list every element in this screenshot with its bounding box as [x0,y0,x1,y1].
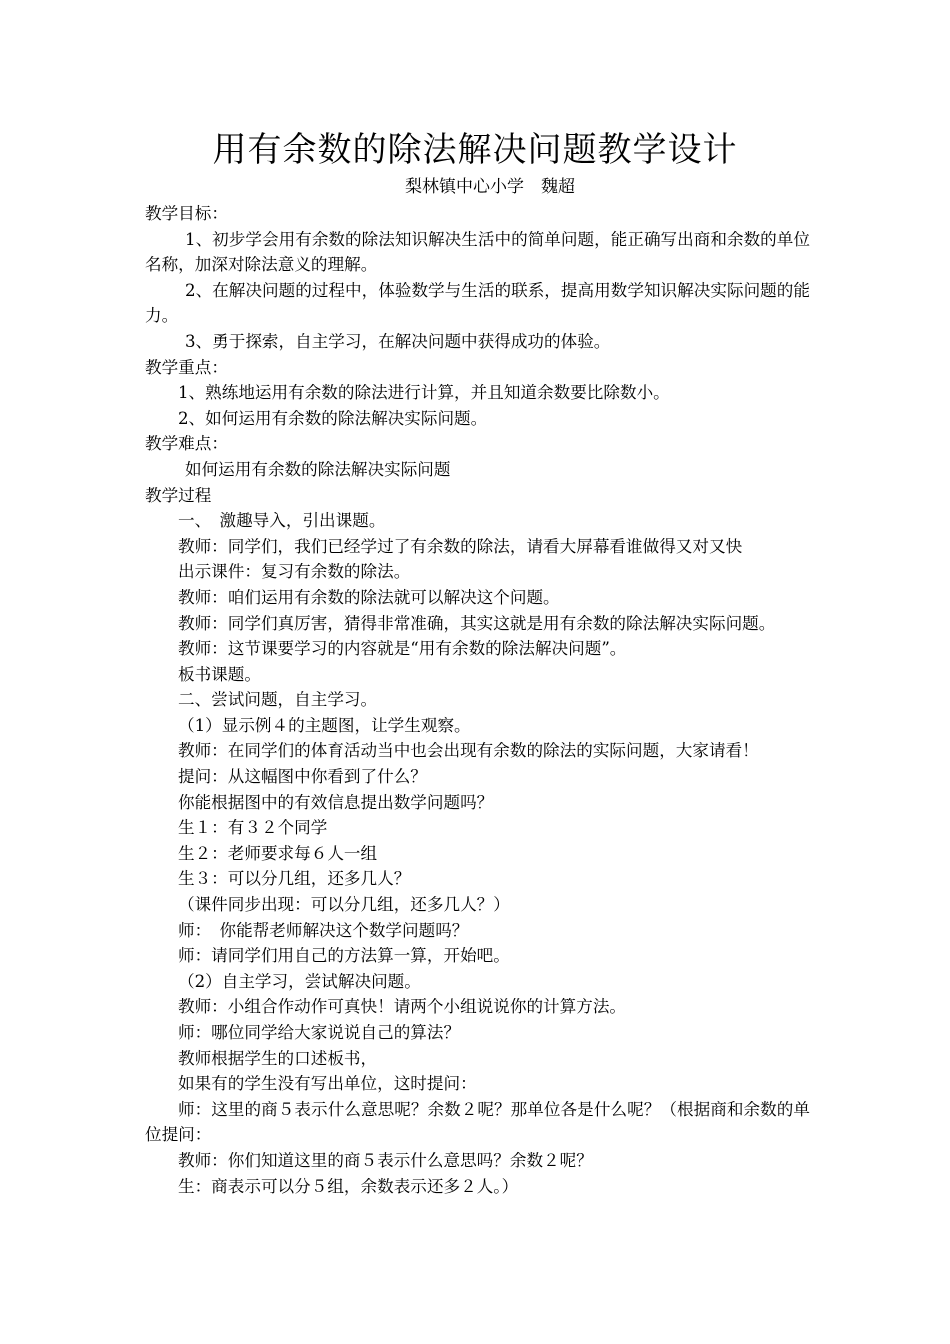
objective-2: 2、在解决问题的过程中，体验数学与生活的联系，提高用数学知识解决实际问题的能力。 [145,280,810,326]
process-line: 你能根据图中的有效信息提出数学问题吗？ [178,792,494,812]
document-body [145,201,810,1199]
process-line: 师：哪位同学给大家说说自己的算法？ [178,1023,461,1042]
process-line: 生１：有３２个同学 [178,818,328,838]
process-line: （2）自主学习，尝试解决问题。 [178,971,421,991]
process-heading: 教学过程 [145,485,212,505]
process-line: 一、 激趣导入，引出课题。 [178,511,386,531]
process-line: （课件同步出现：可以分几组，还多几人？） [178,895,510,915]
process-line: 教师：同学们真厉害，猜得非常准确，其实这就是用有余数的除法解决实际问题。 [178,613,776,633]
process-line: 出示课件：复习有余数的除法。 [178,562,411,582]
process-line: 生：商表示可以分５组，余数表示还多２人。） [178,1176,519,1196]
process-line: 教师：你们知道这里的商５表示什么意思吗？余数２呢？ [178,1150,593,1170]
process-line: 生３：可以分几组，还多几人？ [178,869,411,889]
objective-1: 1、初步学会用有余数的除法知识解决生活中的简单问题，能正确写出商和余数的单位名称，加深对除法意义的理解。 [145,229,810,275]
objectives-heading: 教学目标： [145,204,228,223]
process-line: 教师：咱们运用有余数的除法就可以解决这个问题。 [178,587,560,607]
process-line: 师：这里的商５表示什么意思呢？余数２呢？那单位各是什么呢？（根据商和余数的单位提问： [145,1099,810,1145]
process-line: 教师：在同学们的体育活动当中也会出现有余数的除法的实际问题，大家请看！ [178,741,759,761]
process-line: 教师：小组合作动作可真快！请两个小组说说你的计算方法。 [178,997,627,1017]
difficulty-text: 如何运用有余数的除法解决实际问题 [185,459,451,479]
process-line: 生２：老师要求每６人一组 [178,843,378,863]
key-point-1: 1、熟练地运用有余数的除法进行计算，并且知道余数要比除数小。 [178,383,670,403]
document-title: 用有余数的除法解决问题教学设计 [212,130,738,170]
process-line: 提问：从这幅图中你看到了什么？ [178,767,427,787]
key-points-heading: 教学重点： [145,357,228,377]
process-line: 教师：这节课要学习的内容就是“用有余数的除法解决问题”。 [178,639,627,659]
process-line: （1）显示例４的主题图，让学生观察。 [178,715,471,735]
key-point-2: 2、如何运用有余数的除法解决实际问题。 [178,408,488,428]
document-author: 梨林镇中心小学 魏超 [405,177,575,197]
process-line: 师：请同学们用自己的方法算一算，开始吧。 [178,946,510,966]
process-line: 如果有的学生没有写出单位，这时提问： [178,1074,477,1094]
process-line: 板书课题。 [178,664,261,684]
objective-3: 3、勇于探索，自主学习，在解决问题中获得成功的体验。 [185,331,611,351]
process-line: 教师根据学生的口述板书， [178,1048,378,1068]
process-line: 二、尝试问题，自主学习。 [178,690,378,710]
difficulty-heading: 教学难点： [145,434,228,454]
process-line: 师： 你能帮老师解决这个数学问题吗？ [178,920,469,940]
process-line: 教师：同学们，我们已经学过了有余数的除法，请看大屏幕看谁做得又对又快 [178,536,743,556]
